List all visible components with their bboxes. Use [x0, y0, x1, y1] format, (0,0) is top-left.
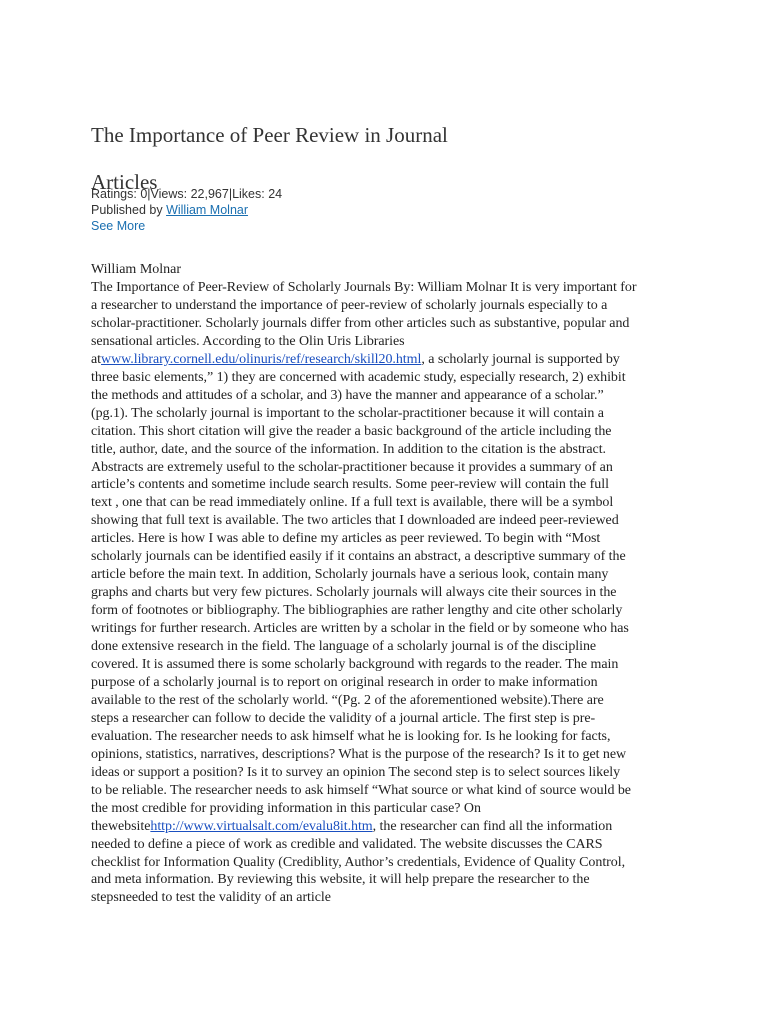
body-line: opinions, statistics, narratives, descriptions? What is the purpose of the research? Is it to get new [91, 746, 627, 762]
see-more-link[interactable]: See More [91, 219, 146, 233]
body-line-with-link [91, 818, 691, 836]
document-meta [91, 186, 282, 234]
body-line: articles. Here is how I was able to define my articles as peer reviewed. To begin with “Most [91, 531, 601, 547]
body-line: graphs and charts but very few pictures. Scholarly journals will always cite their sources in the [91, 585, 617, 601]
body-line: showing that full text is available. The two articles that I downloaded are indeed peer-reviewed [91, 513, 619, 529]
document-title-line-1: The Importance of Peer Review in Journal [91, 123, 448, 147]
body-text: , the researcher can find all the information [372, 818, 613, 834]
body-line: steps a researcher can follow to decide the validity of a journal article. The first step is pre- [91, 710, 596, 726]
body-line: ideas or support a position? Is it to survey an opinion The second step is to select sources likely [91, 764, 621, 780]
document-stats: Ratings: 0|Views: 22,967|Likes: 24 [91, 187, 283, 201]
virtualsalt-link[interactable]: http://www.virtualsalt.com/evalu8it.htm [150, 818, 373, 834]
body-line: checklist for Information Quality (Crediblity, Author’s credentials, Evidence of Quality Control, [91, 854, 626, 870]
author-name: William Molnar [91, 262, 182, 277]
body-line: covered. It is assumed there is some scholarly background with regards to the reader. The main [91, 657, 619, 673]
body-line: evaluation. The researcher needs to ask himself what he is looking for. Is he looking for facts, [91, 728, 611, 744]
body-text: thewebsite [91, 818, 151, 834]
body-line: (pg.1). The scholarly journal is important to the scholar-practitioner because it will contain a [91, 405, 604, 421]
author-link[interactable]: William Molnar [166, 203, 249, 217]
body-line: purpose of a scholarly journal is to report on original research in order to make information [91, 674, 598, 690]
body-line: a researcher to understand the importance of peer-review of scholarly journals especially to a [91, 297, 608, 313]
body-line: to be reliable. The researcher needs to ask himself “What source or what kind of source would be [91, 782, 631, 798]
body-line: text , one that can be read immediately online. If a full text is available, there will be a symbol [91, 495, 614, 511]
body-line: scholar-practitioner. Scholarly journals differ from other articles such as substantive, popular and [91, 315, 630, 331]
body-line: article’s contents and sometime include search results. Some peer-review will contain the full [91, 477, 609, 493]
body-line: stepsneeded to test the validity of an article [91, 890, 331, 906]
body-text: , a scholarly journal is supported by [421, 351, 620, 367]
body-line: the methods and attitudes of a scholar, and 3) have the manner and appearance of a scholar.” [91, 387, 604, 403]
body-line: sensational articles. According to the Olin Uris Libraries [91, 333, 405, 349]
body-line: form of footnotes or bibliography. The bibliographies are rather lengthy and cite other scholarly [91, 603, 623, 619]
published-by [91, 202, 282, 218]
body-line: article before the main text. In addition, Scholarly journals have a serious look, contain many [91, 567, 609, 583]
body-line: the most credible for providing information in this particular case? On [91, 800, 481, 816]
document-title-line-2: Articles [91, 170, 158, 194]
body-line: citation. This short citation will give the reader a basic background of the article including the [91, 423, 612, 439]
body-text: at [91, 351, 102, 367]
document-body [91, 279, 691, 907]
body-line: title, author, date, and the source of the information. In addition to the citation is the abstract. [91, 441, 607, 457]
body-line: and meta information. By reviewing this website, it will help prepare the researcher to the [91, 872, 590, 888]
body-line-with-link [91, 351, 691, 369]
body-line: three basic elements,” 1) they are concerned with academic study, especially research, 2) exhibit [91, 369, 626, 385]
body-line: writings for further research. Articles are written by a scholar in the field or by someone who has [91, 621, 629, 637]
body-line: done extensive research in the field. The language of a scholarly journal is of the discipline [91, 639, 597, 655]
body-line: Abstracts are extremely useful to the scholar-practitioner because it provides a summary of an [91, 459, 613, 475]
published-by-label: Published by [91, 203, 167, 217]
cornell-library-link[interactable]: www.library.cornell.edu/olinuris/ref/research/skill20.html [101, 351, 422, 367]
body-line: scholarly journals can be identified easily if it contains an abstract, a descriptive summary of the [91, 549, 626, 565]
body-line: needed to define a piece of work as credible and validated. The website discusses the CARS [91, 836, 603, 852]
body-line: available to the rest of the scholarly world. “(Pg. 2 of the aforementioned website).There are [91, 692, 604, 708]
body-line: The Importance of Peer-Review of Scholarly Journals By: William Molnar It is very important for [91, 280, 637, 295]
